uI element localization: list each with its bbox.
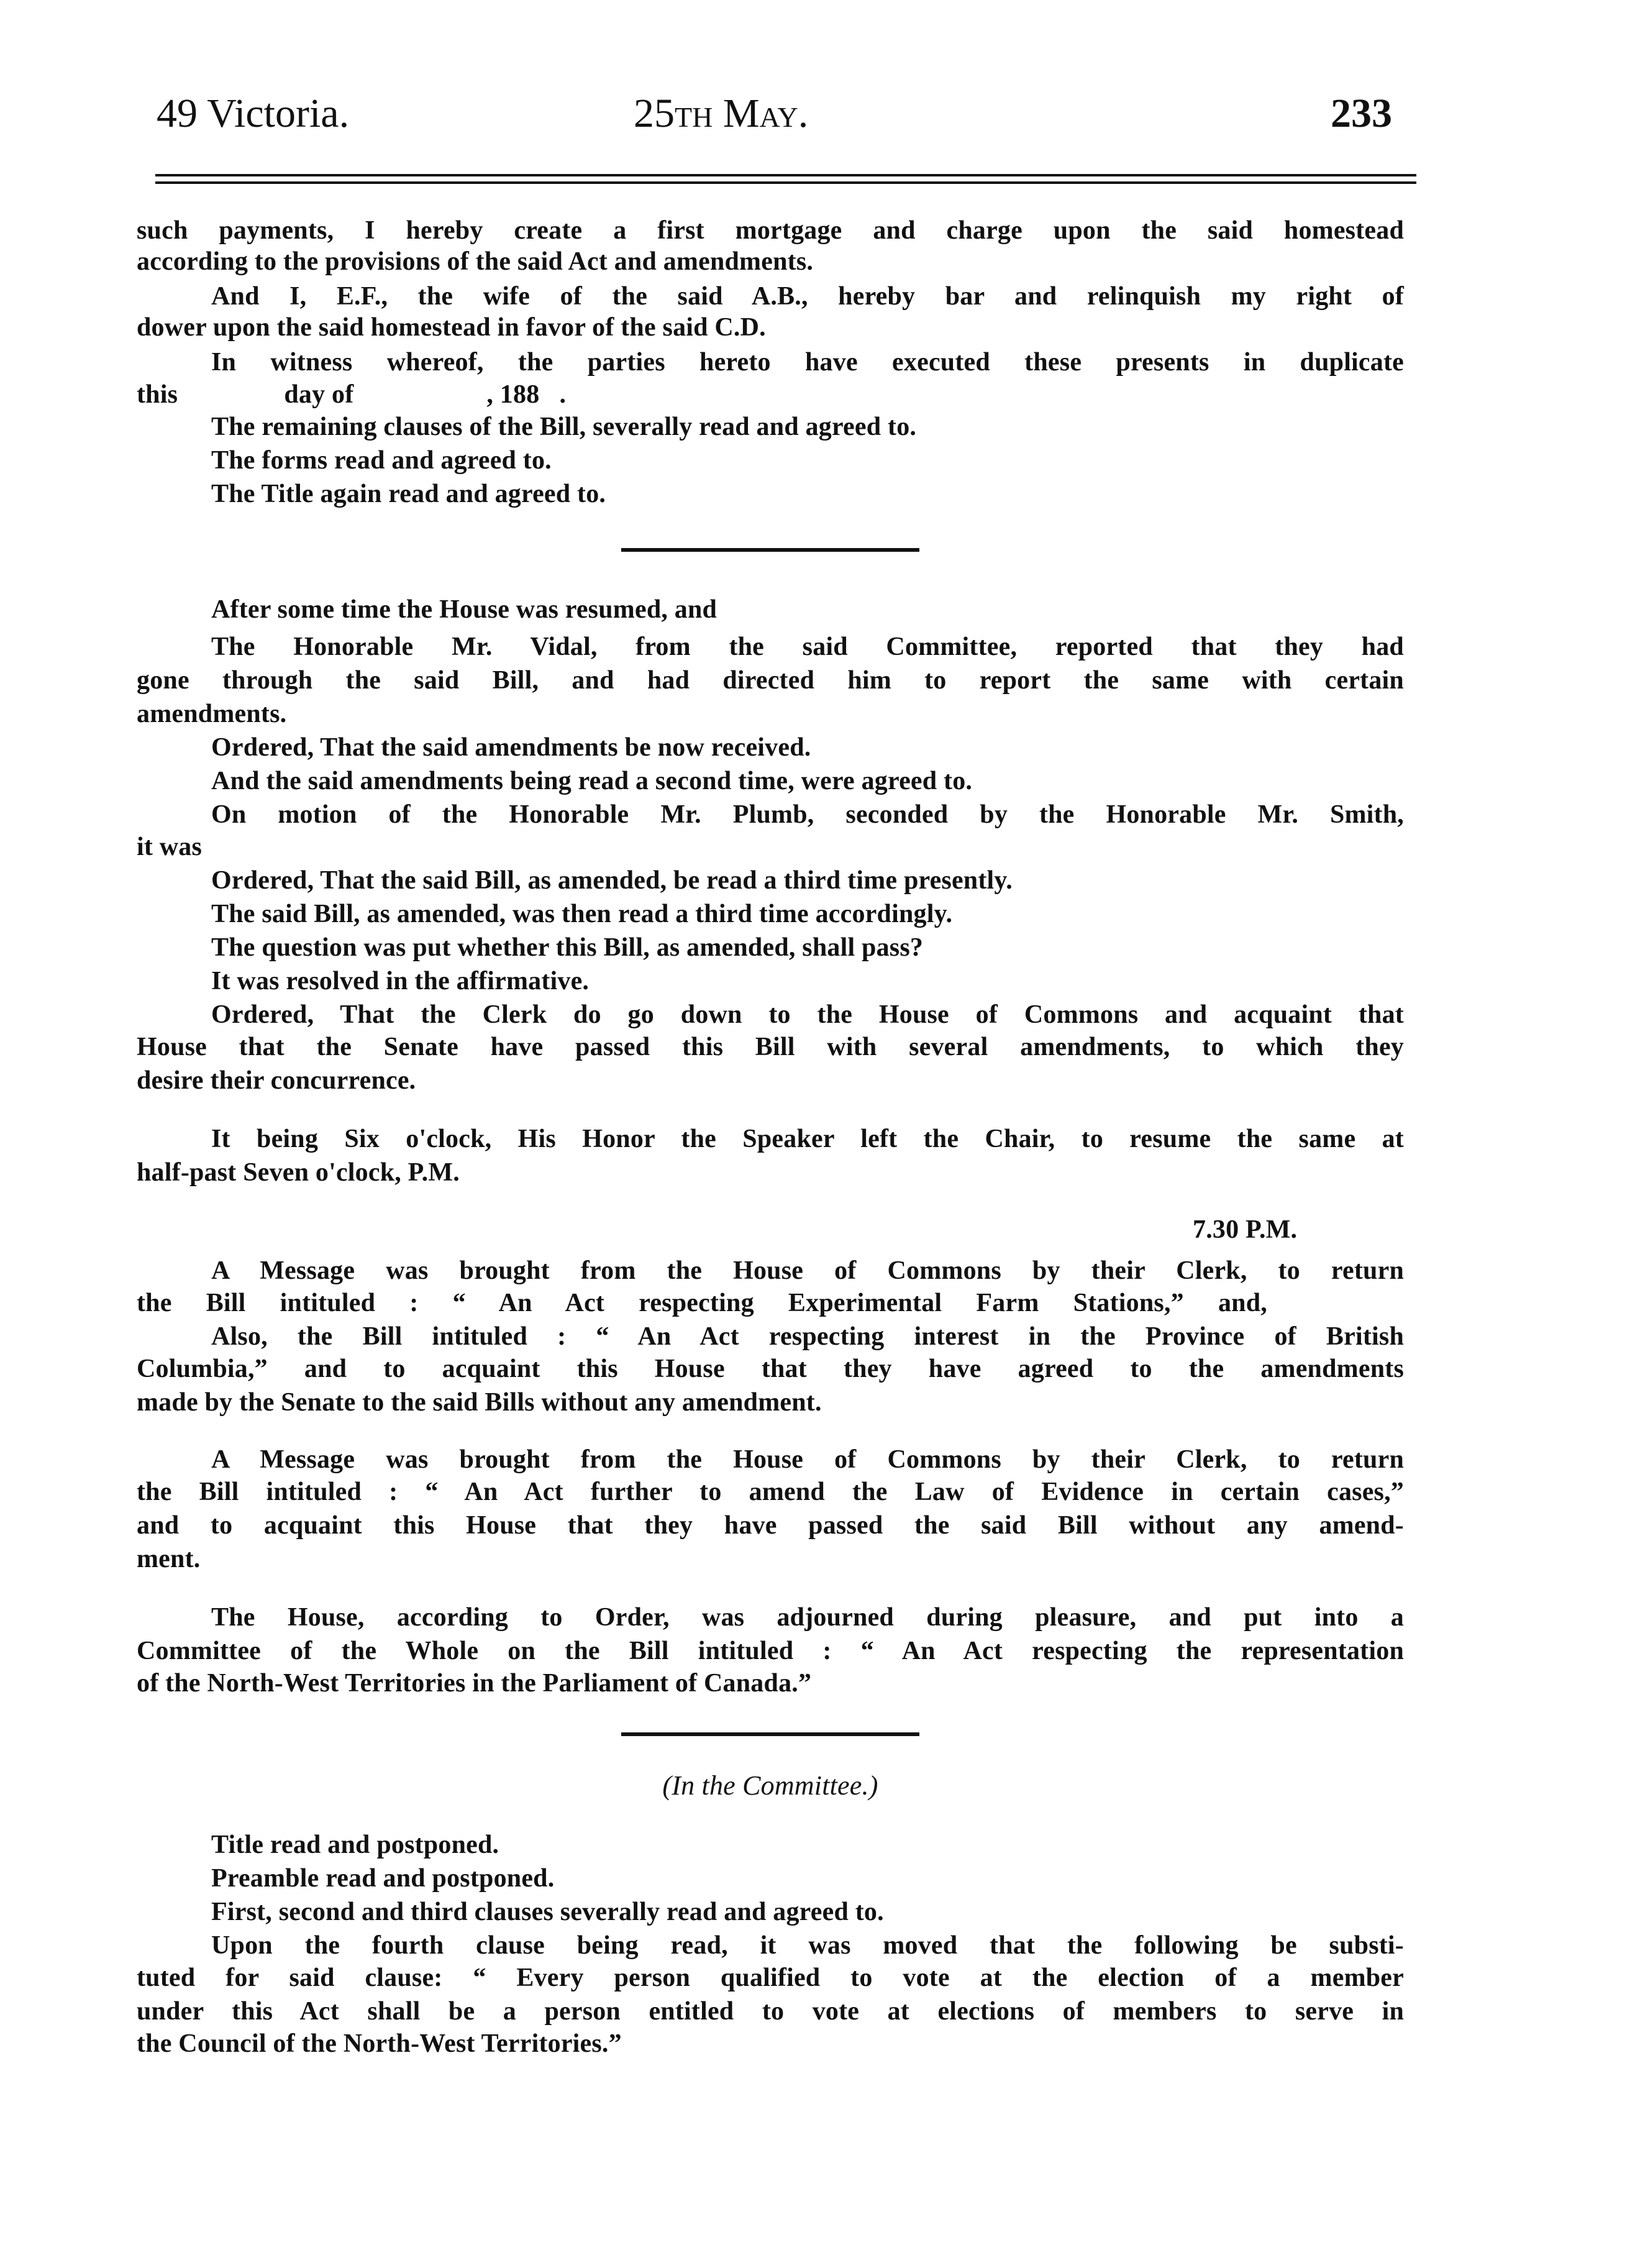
text-line: Ordered, That the said Bill, as amended, be read a third time presently. [211, 866, 1013, 895]
header-regnal-year: 49 Victoria. [157, 91, 350, 136]
text-line: Ordered, That the Clerk do go down to the House of Commons and acquaint that [211, 1000, 1404, 1029]
text-line: The Title again read and agreed to. [211, 480, 606, 508]
header-rule-top [155, 174, 1416, 176]
text-line: amendments. [137, 700, 287, 728]
text-line: ment. [137, 1545, 201, 1573]
text-line: In witness whereof, the parties hereto have executed these presents in duplicate [211, 348, 1404, 377]
page-number: 233 [1331, 91, 1392, 136]
text-line: dower upon the said homestead in favor of the said C.D. [137, 313, 766, 342]
text-line: Also, the Bill intituled : “ An Act respecting interest in the Province of British [211, 1322, 1404, 1351]
text-line: this day of , 188 . [137, 380, 567, 409]
text-line: The remaining clauses of the Bill, severally read and agreed to. [211, 413, 917, 441]
text-line: tuted for said clause: “ Every person qualified to vote at the election of a member [137, 1964, 1404, 1992]
text-line: the Council of the North-West Territories.” [137, 2029, 622, 2058]
text-line: Upon the fourth clause being read, it was moved that the following be substi- [211, 1931, 1404, 1960]
section-divider [621, 548, 919, 552]
text-line: House that the Senate have passed this Bill with several amendments, to which they [137, 1033, 1404, 1061]
text-line: gone through the said Bill, and had directed him to report the same with certain [137, 666, 1404, 695]
text-line: half-past Seven o'clock, P.M. [137, 1158, 460, 1187]
text-line: Title read and postponed. [211, 1831, 499, 1859]
section-divider [621, 1732, 919, 1736]
text-line: according to the provisions of the said Act and amendments. [137, 247, 814, 276]
text-line: the Bill intituled : “ An Act further to amend the Law of Evidence in certain cases,” [137, 1478, 1404, 1506]
text-line: It being Six o'clock, His Honor the Speaker left the Chair, to resume the same at [211, 1125, 1404, 1153]
text-line: The House, according to Order, was adjourned during pleasure, and put into a [211, 1603, 1404, 1632]
text-line: First, second and third clauses severally read and agreed to. [211, 1898, 884, 1926]
text-line: It was resolved in the affirmative. [211, 967, 590, 995]
text-line: Columbia,” and to acquaint this House that they have agreed to the amendments [137, 1355, 1404, 1383]
text-line: the Bill intituled : “ An Act respecting Experimental Farm Stations,” and, [137, 1289, 1267, 1317]
time-marker: 7.30 P.M. [1193, 1215, 1298, 1244]
text-line: The said Bill, as amended, was then read a third time accordingly. [211, 900, 953, 928]
text-line: The Honorable Mr. Vidal, from the said Committee, reported that they had [211, 633, 1404, 661]
text-line: And the said amendments being read a second time, were agreed to. [211, 767, 973, 795]
text-line: After some time the House was resumed, and [211, 595, 717, 624]
text-line: Ordered, That the said amendments be now received. [211, 733, 811, 762]
text-line: under this Act shall be a person entitled to vote at elections of members to serve in [137, 1997, 1404, 2026]
text-line: such payments, I hereby create a first mortgage and charge upon the said homestead [137, 216, 1404, 245]
text-line: and to acquaint this House that they have passed the said Bill without any amend- [137, 1511, 1404, 1540]
text-line: The forms read and agreed to. [211, 446, 552, 475]
text-line: of the North-West Territories in the Parliament of Canada.” [137, 1669, 812, 1698]
text-line: made by the Senate to the said Bills without any amendment. [137, 1388, 822, 1417]
text-line: it was [137, 833, 203, 861]
text-line: And I, E.F., the wife of the said A.B., hereby bar and relinquish my right of [211, 282, 1404, 311]
text-line: On motion of the Honorable Mr. Plumb, seconded by the Honorable Mr. Smith, [211, 800, 1404, 829]
header-date: 25th May. [634, 91, 809, 136]
text-line: A Message was brought from the House of Commons by their Clerk, to return [211, 1445, 1404, 1474]
header-rule-bottom [155, 181, 1416, 184]
text-line: A Message was brought from the House of Commons by their Clerk, to return [211, 1256, 1404, 1285]
text-line: Committee of the Whole on the Bill intituled : “ An Act respecting the representation [137, 1637, 1404, 1665]
text-line: The question was put whether this Bill, as amended, shall pass? [211, 933, 924, 962]
committee-heading: (In the Committee.) [662, 1770, 878, 1801]
text-line: desire their concurrence. [137, 1066, 416, 1095]
text-line: Preamble read and postponed. [211, 1864, 555, 1893]
